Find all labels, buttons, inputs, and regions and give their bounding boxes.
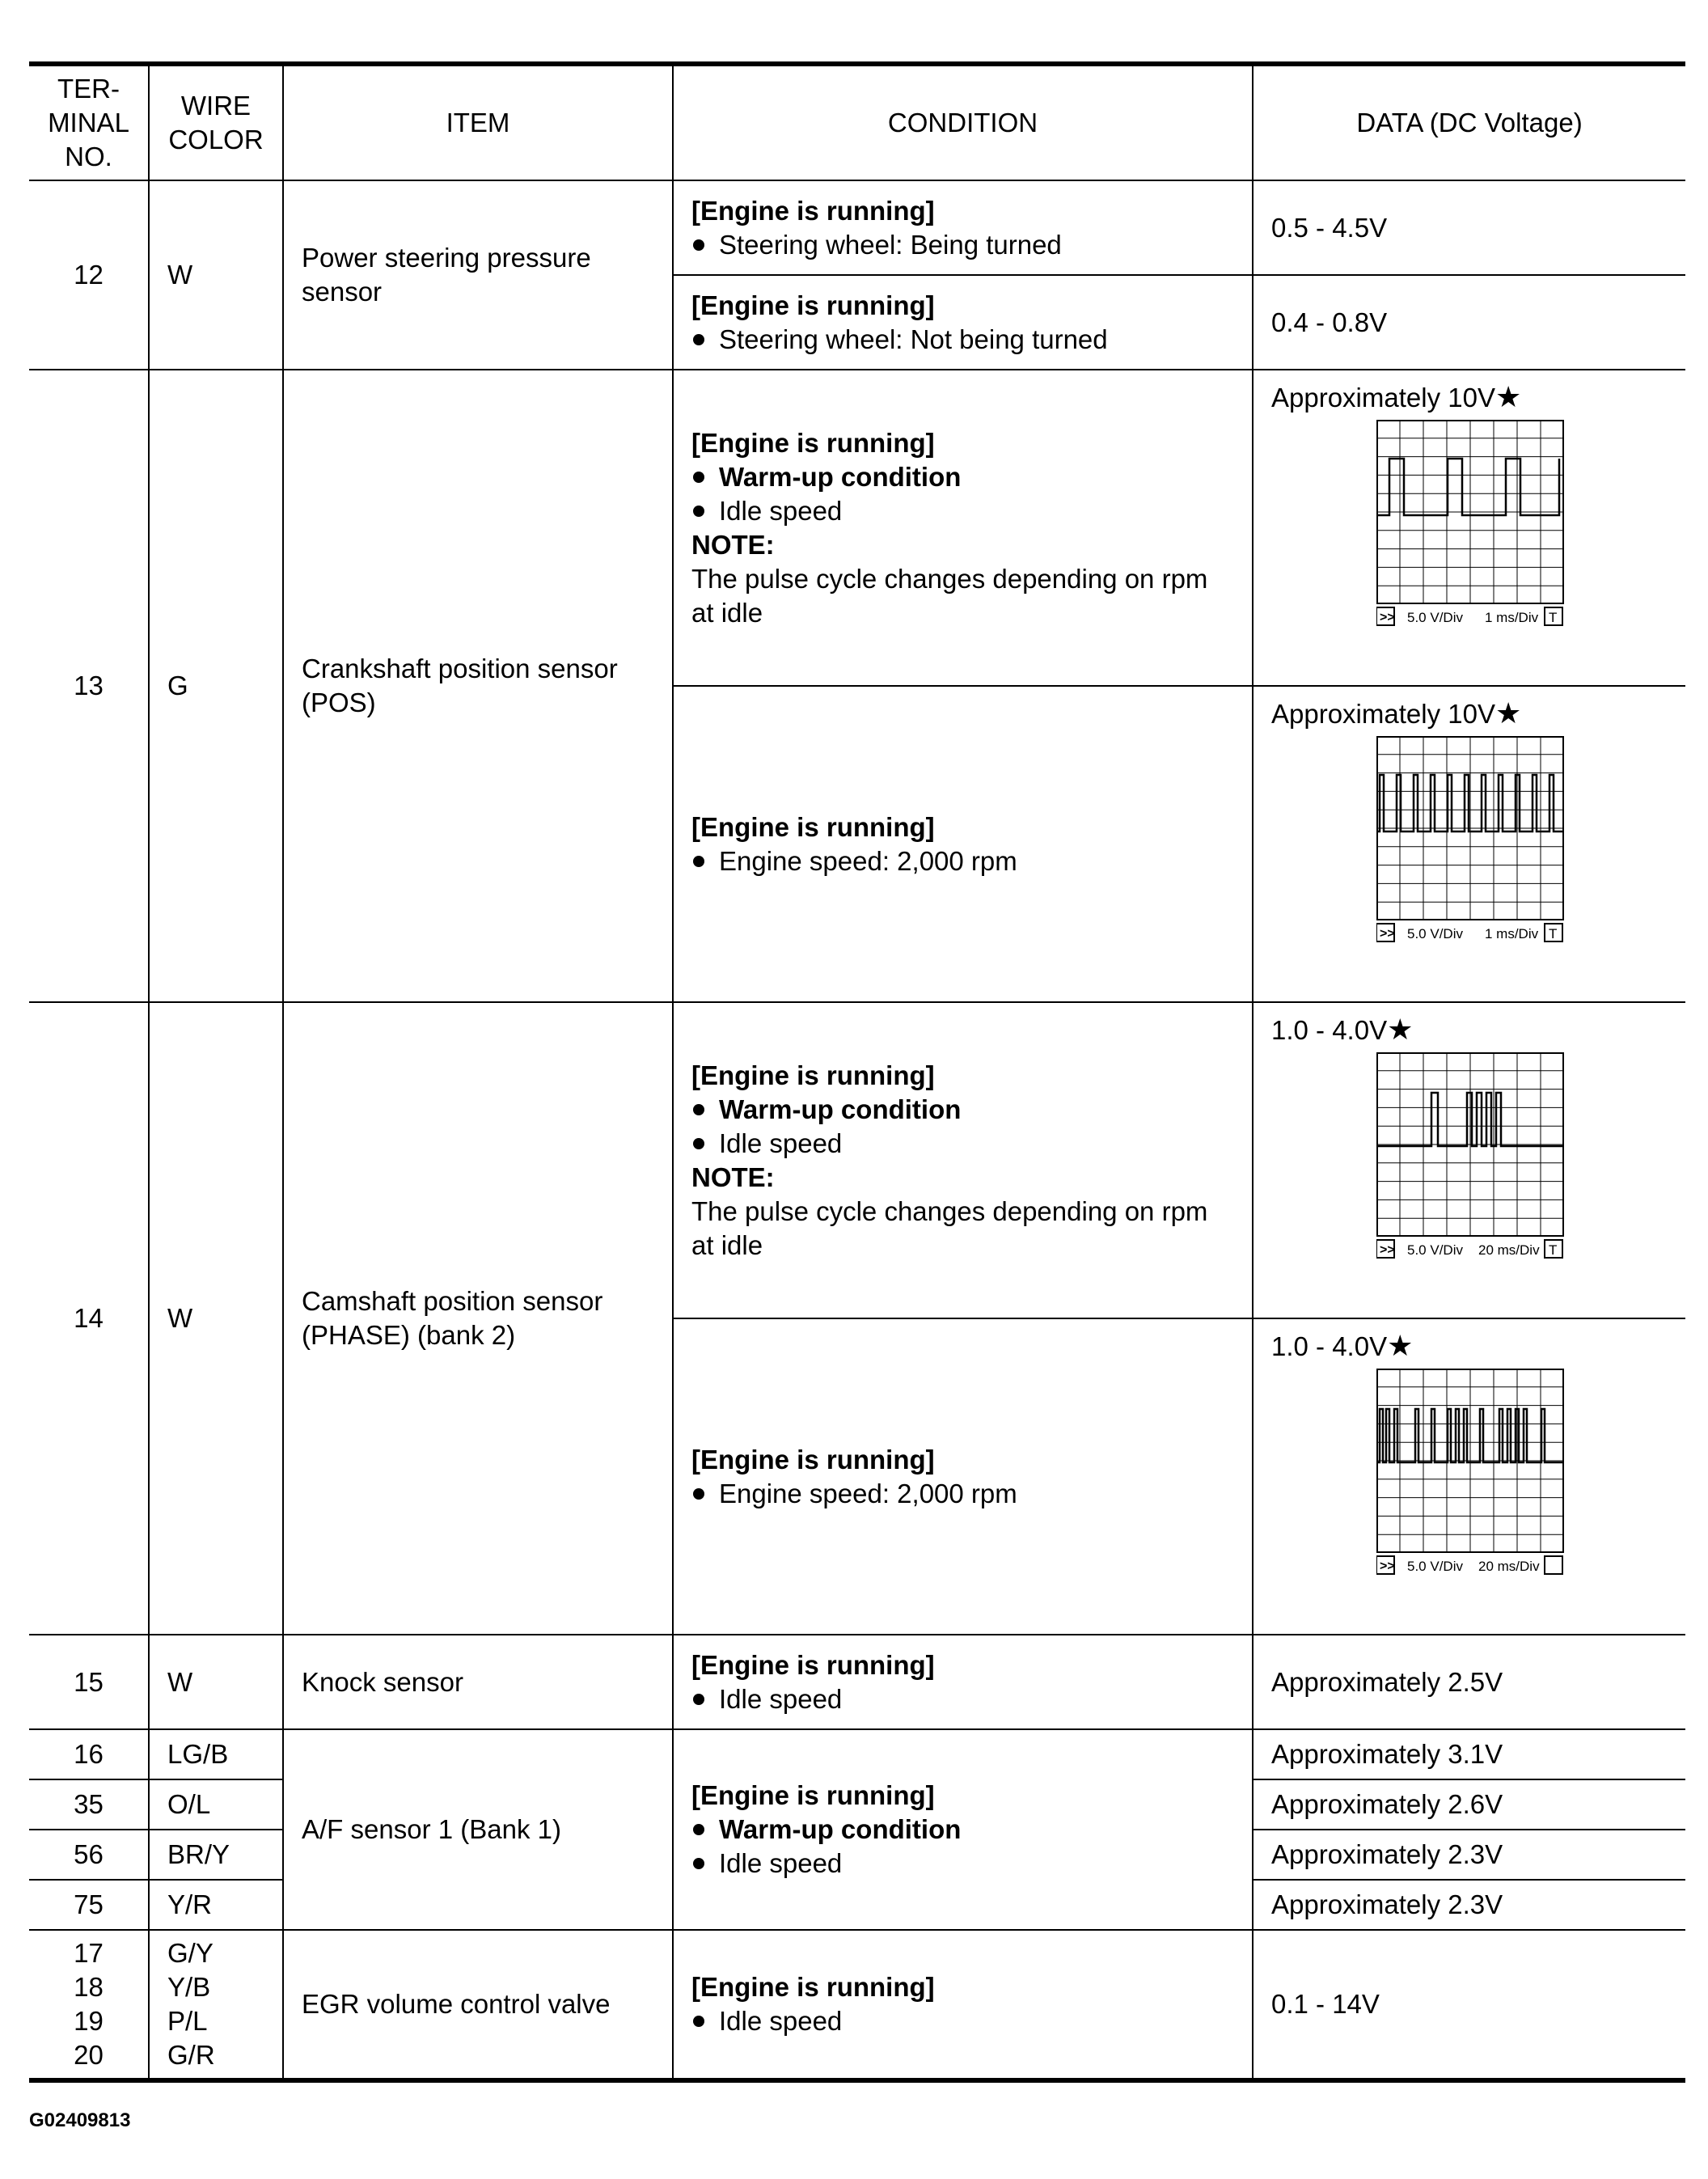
terminal-no: 12 (29, 180, 149, 370)
condition-cell: [Engine is running] Warm-up condition Idle speed NOTE: The pulse cycle changes depending on rpm at idle (673, 1002, 1253, 1318)
terminal-no: 35 (29, 1779, 149, 1830)
condition-bullet: Warm-up condition (691, 1813, 1234, 1847)
data-value: Approximately 10V (1271, 383, 1495, 413)
scope-label-bar (1376, 607, 1562, 625)
terminal-no: 15 (29, 1635, 149, 1729)
wire-color: W (149, 1002, 283, 1635)
scope-label-bar (1376, 1240, 1562, 1258)
data-value: 0.1 - 14V (1253, 1930, 1685, 2080)
condition-bullet: Idle speed (691, 1682, 1234, 1716)
condition-cell: [Engine is running] Steering wheel: Being turned (673, 180, 1253, 275)
scope-time-div: 20 ms/Div (1478, 1242, 1540, 1258)
condition-cell: [Engine is running] Warm-up condition Idle speed (673, 1729, 1253, 1930)
scope-grid (1376, 1369, 1564, 1553)
condition-cell: [Engine is running] Steering wheel: Not being turned (673, 275, 1253, 370)
wire-color: W (149, 1635, 283, 1729)
data-cell (1253, 370, 1685, 686)
data-value: 1.0 - 4.0V (1271, 1331, 1388, 1361)
figure-code: G02409813 (29, 2109, 131, 2131)
item-name: Crankshaft position sensor (POS) (283, 370, 673, 1002)
item-name: EGR volume control valve (283, 1930, 673, 2080)
scope-label-bar (1376, 1556, 1562, 1574)
table-row (29, 370, 1685, 686)
condition-cell: [Engine is running] Idle speed (673, 1635, 1253, 1729)
condition-bullet: Warm-up condition (691, 1093, 1234, 1127)
condition-cell: [Engine is running] Engine speed: 2,000 rpm (673, 686, 1253, 1002)
note-title: NOTE: (691, 529, 775, 560)
scope-time-div: 20 ms/Div (1478, 1559, 1540, 1574)
condition-bullet: Idle speed (691, 1847, 1234, 1881)
header-row (29, 64, 1685, 180)
terminal-no: 56 (29, 1830, 149, 1880)
scope-tab: T (1549, 926, 1558, 941)
scope-tab: T (1549, 1242, 1558, 1258)
condition-bullet: Idle speed (691, 1127, 1234, 1161)
note-text: The pulse cycle changes depending on rpm at idle (691, 1195, 1208, 1260)
star-icon: ★ (1387, 1013, 1414, 1046)
table-row (29, 1729, 1685, 1779)
condition-bullet: Idle speed (691, 494, 1234, 528)
condition-cell: [Engine is running] Idle speed (673, 1930, 1253, 2080)
condition-bullet: Steering wheel: Not being turned (691, 323, 1234, 357)
data-cell (1253, 1002, 1685, 1318)
star-icon: ★ (1494, 380, 1522, 413)
oscilloscope-waveform (1376, 736, 1564, 946)
item-name: A/F sensor 1 (Bank 1) (283, 1729, 673, 1930)
star-icon: ★ (1494, 696, 1522, 730)
data-value: Approximately 10V (1271, 699, 1495, 729)
wire-color-list: G/Y Y/B P/L G/R (149, 1930, 283, 2080)
star-icon: ★ (1387, 1329, 1414, 1362)
svg-text:>>: >> (1380, 1559, 1395, 1573)
table-row (29, 1635, 1685, 1729)
condition-cell: [Engine is running] Warm-up condition Idle speed NOTE: The pulse cycle changes depending on rpm at idle (673, 370, 1253, 686)
terminal-data-table (29, 61, 1685, 2083)
scope-grid (1376, 1052, 1564, 1237)
header-wire-color: WIRE COLOR (149, 64, 283, 180)
scope-volt-div: 5.0 V/Div (1407, 1242, 1463, 1258)
table-row (29, 180, 1685, 275)
document (29, 61, 1685, 2083)
header-data: DATA (DC Voltage) (1253, 64, 1685, 180)
wire-color: Y/R (149, 1880, 283, 1930)
data-value: Approximately 3.1V (1253, 1729, 1685, 1779)
svg-text:>>: >> (1380, 927, 1395, 941)
condition-bullet: Idle speed (691, 2004, 1234, 2038)
scope-label-bar (1376, 924, 1562, 941)
svg-text:>>: >> (1380, 1243, 1395, 1257)
data-value: 0.4 - 0.8V (1253, 275, 1685, 370)
scope-time-div: 1 ms/Div (1485, 610, 1539, 625)
table-row (29, 1002, 1685, 1318)
data-value: 1.0 - 4.0V (1271, 1015, 1388, 1045)
wire-color: BR/Y (149, 1830, 283, 1880)
terminal-no: 13 (29, 370, 149, 1002)
data-value: Approximately 2.3V (1253, 1880, 1685, 1930)
wire-color: G (149, 370, 283, 1002)
note-title: NOTE: (691, 1161, 775, 1192)
scope-time-div: 1 ms/Div (1485, 926, 1539, 941)
data-value: Approximately 2.5V (1253, 1635, 1685, 1729)
oscilloscope-waveform (1376, 1052, 1564, 1263)
item-name: Knock sensor (283, 1635, 673, 1729)
condition-bullet: Engine speed: 2,000 rpm (691, 1477, 1234, 1511)
header-terminal-no: TER- MINAL NO. (29, 64, 149, 180)
scope-tab: T (1549, 610, 1558, 625)
svg-text:>>: >> (1380, 611, 1395, 624)
data-value: Approximately 2.3V (1253, 1830, 1685, 1880)
item-name: Power steering pressure sensor (283, 180, 673, 370)
table-row (29, 1930, 1685, 2080)
data-value: Approximately 2.6V (1253, 1779, 1685, 1830)
data-cell (1253, 686, 1685, 1002)
condition-cell: [Engine is running] Engine speed: 2,000 rpm (673, 1318, 1253, 1635)
header-condition: CONDITION (673, 64, 1253, 180)
scope-volt-div: 5.0 V/Div (1407, 610, 1463, 625)
scope-volt-div: 5.0 V/Div (1407, 926, 1463, 941)
condition-bullet: Steering wheel: Being turned (691, 228, 1234, 262)
data-cell (1253, 1318, 1685, 1635)
terminal-no: 16 (29, 1729, 149, 1779)
oscilloscope-waveform (1376, 1369, 1564, 1579)
data-value: 0.5 - 4.5V (1253, 180, 1685, 275)
terminal-no: 75 (29, 1880, 149, 1930)
condition-bullet: Engine speed: 2,000 rpm (691, 844, 1234, 878)
oscilloscope-waveform (1376, 420, 1564, 630)
condition-bullet: Warm-up condition (691, 460, 1234, 494)
wire-color: O/L (149, 1779, 283, 1830)
item-name: Camshaft position sensor (PHASE) (bank 2) (283, 1002, 673, 1635)
wire-color: LG/B (149, 1729, 283, 1779)
wire-color: W (149, 180, 283, 370)
header-item: ITEM (283, 64, 673, 180)
scope-volt-div: 5.0 V/Div (1407, 1559, 1463, 1574)
note-text: The pulse cycle changes depending on rpm at idle (691, 563, 1208, 628)
terminal-no-list: 17 18 19 20 (29, 1930, 149, 2080)
terminal-no: 14 (29, 1002, 149, 1635)
